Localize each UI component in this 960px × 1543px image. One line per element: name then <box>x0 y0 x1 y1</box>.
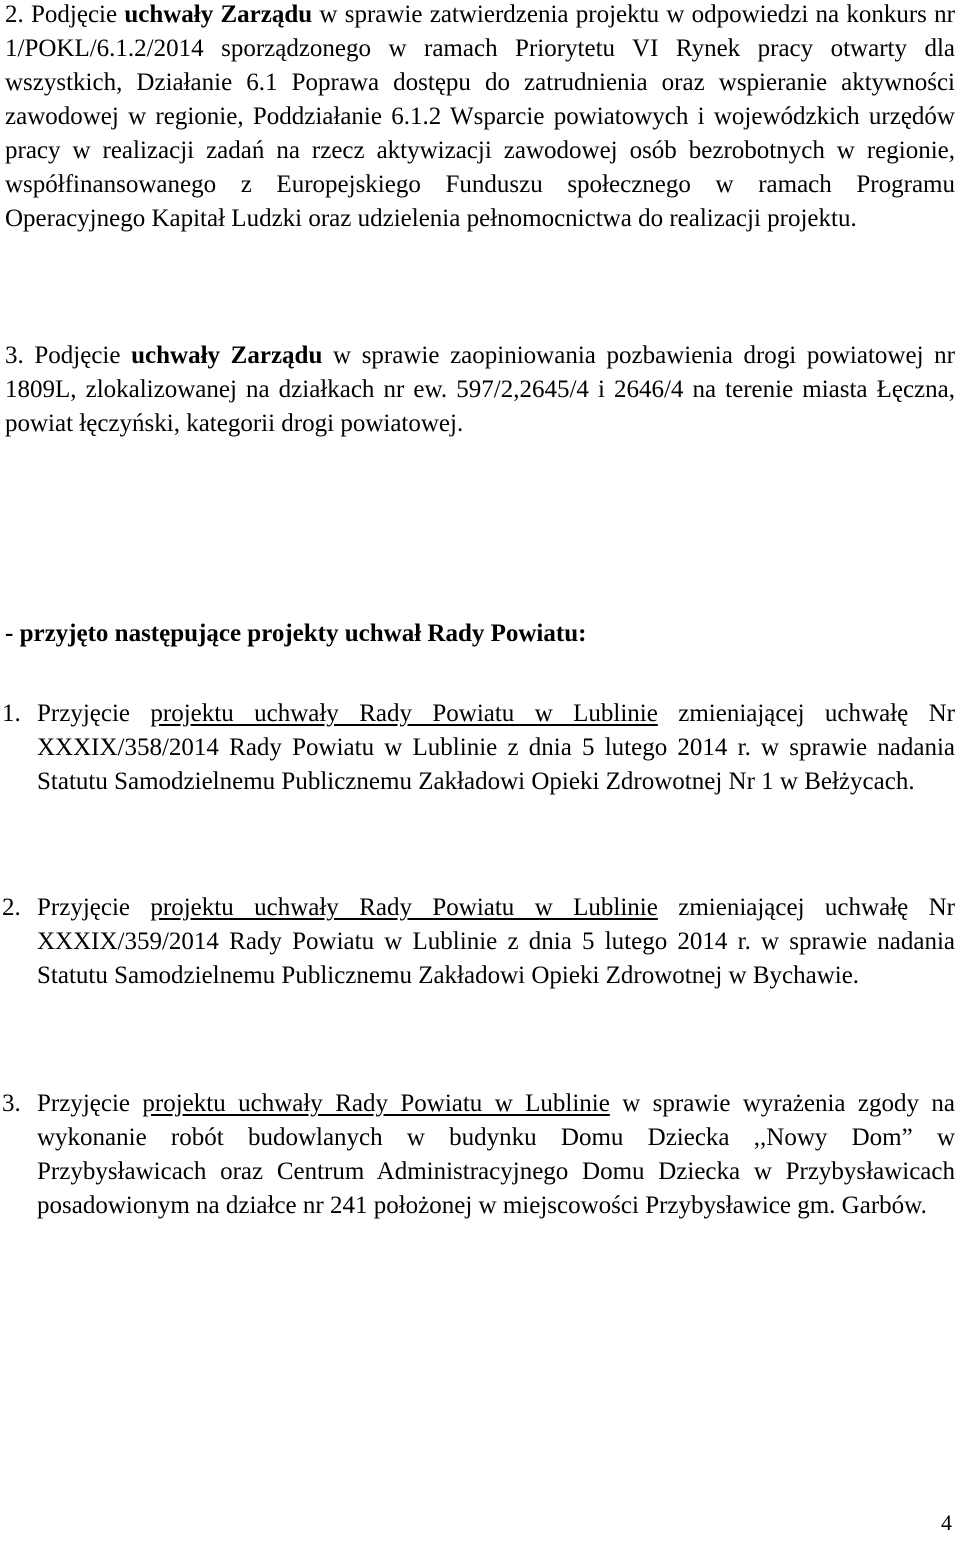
project-text-start: Przyjęcie <box>37 1090 131 1117</box>
page-number: 4 <box>941 1510 952 1535</box>
item-number: 2. <box>5 1 24 28</box>
agenda-item-2 <box>5 0 955 236</box>
agenda-item-3 <box>5 339 955 441</box>
project-text-start: Przyjęcie <box>37 700 131 727</box>
item-text-rest: w sprawie zaopiniowania pozbawienia drogi powiatowej nr 1809L, zlokalizowanej na działkach nr ew. 597/2,2645/4 i 2646/4 na terenie miasta Łęczna, powiat łęczyński, kategorii drogi powiatowej. <box>5 342 955 437</box>
item-bold-text: uchwały Zarządu <box>124 1 313 28</box>
item-text-rest: w sprawie zatwierdzenia projektu w odpowiedzi na konkurs nr 1/POKL/6.1.2/2014 sporządzonego w ramach Priorytetu VI Rynek pracy otwarty dla wszystkich, Działanie 6.1 Poprawa dostępu do zatrudnienia oraz wspieranie aktywności zawodowej w regionie, Poddziałanie 6.1.2 Wsparcie powiatowych i wojewódzkich urzędów pracy w realizacji zadań na rzecz aktywizacji zawodowej osób bezrobotnych w regionie, współfinansowanego z Europejskiego Funduszu społecznego w ramach Programu Operacyjnego Kapitał Ludzki oraz udzielenia pełnomocnictwa do realizacji projektu. <box>5 1 955 232</box>
project-underlined-text: projektu uchwały Rady Powiatu w Lublinie <box>150 700 658 727</box>
project-item-2 <box>2 891 955 993</box>
project-item-3 <box>2 1087 955 1223</box>
project-number: 1. <box>2 700 21 727</box>
project-text-start: Przyjęcie <box>37 894 131 921</box>
item-text-start: Podjęcie <box>34 342 121 369</box>
project-text-rest: zmieniającej uchwałę Nr XXXIX/358/2014 Rady Powiatu w Lublinie z dnia 5 lutego 2014 r. w sprawie nadania Statutu Samodzielnemu Publicznemu Zakładowi Opieki Zdrowotnej Nr 1 w Bełżycach. <box>37 700 955 795</box>
project-underlined-text: projektu uchwały Rady Powiatu w Lublinie <box>142 1090 610 1117</box>
project-text-rest: w sprawie wyrażenia zgody na wykonanie robót budowlanych w budynku Domu Dziecka ,,Nowy Dom” w Przybysławicach oraz Centrum Administracyjnego Domu Dziecka w Przybysławicach posadowionym na działce nr 241 położonej w miejscowości Przybysławice gm. Garbów. <box>37 1090 955 1219</box>
project-underlined-text: projektu uchwały Rady Powiatu w Lublinie <box>150 894 658 921</box>
item-text-start: Podjęcie <box>31 1 118 28</box>
item-number: 3. <box>5 342 24 369</box>
section-heading: - przyjęto następujące projekty uchwał Rady Powiatu: <box>5 620 587 647</box>
project-text-rest: zmieniającej uchwałę Nr XXXIX/359/2014 Rady Powiatu w Lublinie z dnia 5 lutego 2014 r. w sprawie nadania Statutu Samodzielnemu Publicznemu Zakładowi Opieki Zdrowotnej w Bychawie. <box>37 894 955 989</box>
item-bold-text: uchwały Zarządu <box>131 342 323 369</box>
project-item-1 <box>2 697 955 799</box>
project-number: 2. <box>2 894 21 921</box>
project-number: 3. <box>2 1090 21 1117</box>
